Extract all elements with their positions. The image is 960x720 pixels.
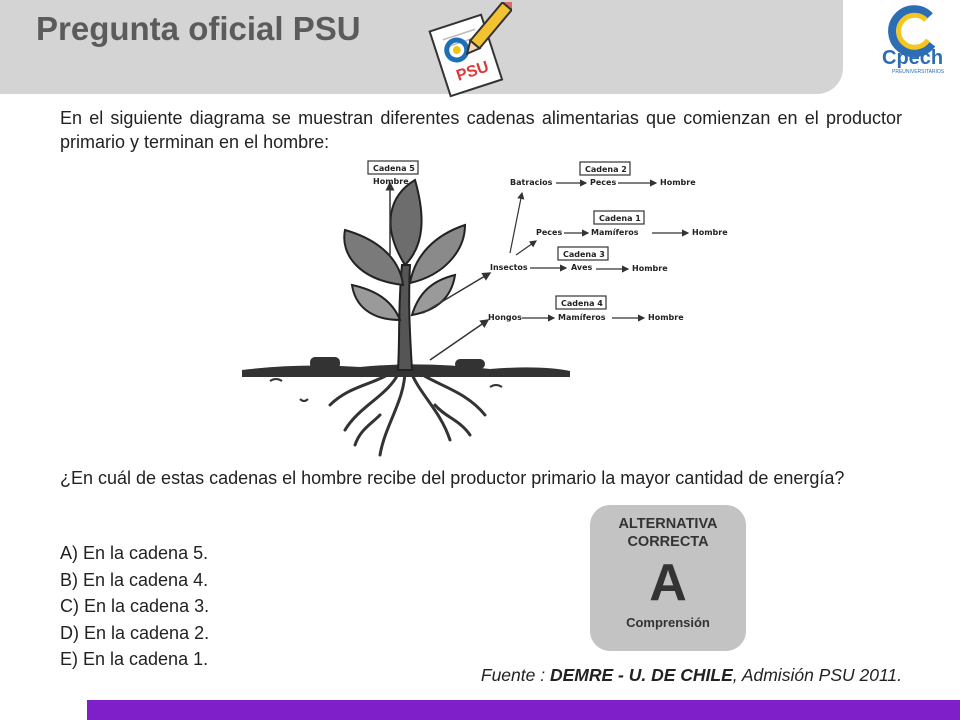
source-suffix: , Admisión PSU 2011.: [732, 665, 902, 685]
answer-skill: Comprensión: [626, 615, 710, 630]
chain3-node-3: Hombre: [632, 264, 668, 273]
option-d: D) En la cadena 2.: [60, 622, 210, 643]
page-title: Pregunta oficial PSU: [36, 10, 361, 47]
chain1-node-3: Hombre: [692, 228, 728, 237]
source-prefix: Fuente :: [480, 665, 550, 685]
chain2-node-3: Hombre: [660, 178, 696, 187]
chain2-node-2: Peces: [590, 178, 617, 187]
option-c: C) En la cadena 3.: [60, 596, 210, 616]
cpech-logo: [878, 4, 952, 76]
intro-paragraph: En el siguiente diagrama se muestran diferentes cadenas alimentarias que comienzan en el productor primario y terminan en el hombre:: [60, 108, 902, 152]
chain4-node-3: Hombre: [648, 313, 684, 322]
chain4-node-1: Hongos: [488, 313, 522, 322]
logo-subtext: PREUNIVERSITARIOS: [892, 69, 945, 75]
food-chain-diagram: [240, 155, 760, 465]
psu-pencil-icon: [428, 2, 512, 98]
chain3-node-2: Aves: [571, 263, 593, 272]
chain1-node-1: Peces: [536, 228, 563, 237]
correct-answer-box: [590, 505, 746, 651]
chain4-label: Cadena 4: [561, 299, 603, 308]
psu-badge-text: PSU: [454, 58, 491, 85]
chain5-label: Cadena 5: [373, 164, 415, 173]
chain3-node-1: Insectos: [490, 263, 528, 272]
answer-options: [60, 540, 209, 673]
chain1-node-2: Mamíferos: [591, 228, 639, 237]
option-a: A) En la cadena 5.: [60, 543, 209, 563]
chain4-node-2: Mamíferos: [558, 313, 606, 322]
roots-illustration: [330, 370, 485, 455]
chain2-label: Cadena 2: [585, 165, 627, 174]
answer-label-line1: ALTERNATIVA: [618, 516, 718, 532]
logo-text: Cpech: [882, 47, 944, 69]
chain3-label: Cadena 3: [563, 250, 605, 259]
chain5-node-1: Hombre: [373, 177, 409, 186]
answer-label-line2: CORRECTA: [627, 534, 709, 550]
chain2-node-1: Batracios: [510, 178, 553, 187]
option-b: B) En la cadena 4.: [60, 569, 209, 590]
option-e: E) En la cadena 1.: [60, 649, 209, 669]
source-org: DEMRE - U. DE CHILE: [549, 665, 733, 685]
footer-bar: [87, 700, 960, 720]
source-citation: [481, 665, 902, 686]
question-text: ¿En cuál de estas cadenas el hombre recibe del productor primario la mayor cantidad de energía?: [60, 468, 845, 488]
chain1-label: Cadena 1: [599, 214, 641, 223]
answer-letter: A: [649, 554, 687, 612]
